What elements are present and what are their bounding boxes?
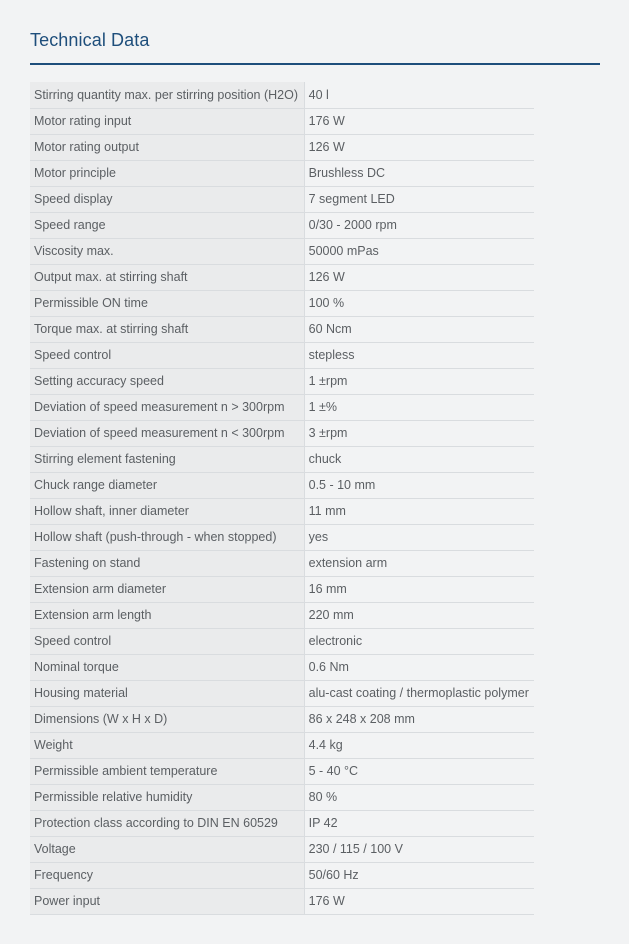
table-row bbox=[30, 446, 534, 472]
table-row bbox=[30, 212, 534, 238]
spec-value: 5 - 40 °C bbox=[304, 758, 534, 784]
spec-label: Permissible ambient temperature bbox=[30, 758, 304, 784]
spec-label: Fastening on stand bbox=[30, 550, 304, 576]
table-row bbox=[30, 238, 534, 264]
table-row bbox=[30, 706, 534, 732]
section-title: Technical Data bbox=[30, 30, 150, 50]
spec-label: Speed control bbox=[30, 342, 304, 368]
spec-label: Dimensions (W x H x D) bbox=[30, 706, 304, 732]
spec-value: 0.5 - 10 mm bbox=[304, 472, 534, 498]
table-row bbox=[30, 628, 534, 654]
spec-label: Protection class according to DIN EN 60529 bbox=[30, 810, 304, 836]
spec-value: 40 l bbox=[304, 82, 534, 108]
spec-label: Deviation of speed measurement n > 300rpm bbox=[30, 394, 304, 420]
spec-value: 126 W bbox=[304, 134, 534, 160]
spec-label: Torque max. at stirring shaft bbox=[30, 316, 304, 342]
spec-value: stepless bbox=[304, 342, 534, 368]
table-row bbox=[30, 368, 534, 394]
spec-label: Permissible ON time bbox=[30, 290, 304, 316]
spec-label: Hollow shaft, inner diameter bbox=[30, 498, 304, 524]
spec-label: Motor rating input bbox=[30, 108, 304, 134]
table-row bbox=[30, 472, 534, 498]
spec-label: Frequency bbox=[30, 862, 304, 888]
spec-value: 80 % bbox=[304, 784, 534, 810]
spec-value: 50/60 Hz bbox=[304, 862, 534, 888]
table-row bbox=[30, 342, 534, 368]
spec-label: Motor principle bbox=[30, 160, 304, 186]
table-row bbox=[30, 160, 534, 186]
table-row bbox=[30, 576, 534, 602]
spec-label: Hollow shaft (push-through - when stopped) bbox=[30, 524, 304, 550]
technical-data-table-body bbox=[30, 82, 534, 914]
spec-value: 126 W bbox=[304, 264, 534, 290]
spec-value: 16 mm bbox=[304, 576, 534, 602]
spec-label: Motor rating output bbox=[30, 134, 304, 160]
table-row bbox=[30, 550, 534, 576]
spec-value: 3 ±rpm bbox=[304, 420, 534, 446]
spec-value: 60 Ncm bbox=[304, 316, 534, 342]
spec-value: 1 ±rpm bbox=[304, 368, 534, 394]
table-row bbox=[30, 602, 534, 628]
technical-data-table bbox=[30, 82, 534, 915]
spec-value: 0/30 - 2000 rpm bbox=[304, 212, 534, 238]
table-row bbox=[30, 524, 534, 550]
spec-value: yes bbox=[304, 524, 534, 550]
table-row bbox=[30, 290, 534, 316]
table-row bbox=[30, 420, 534, 446]
spec-label: Housing material bbox=[30, 680, 304, 706]
table-row bbox=[30, 862, 534, 888]
spec-value: extension arm bbox=[304, 550, 534, 576]
spec-label: Output max. at stirring shaft bbox=[30, 264, 304, 290]
table-row bbox=[30, 186, 534, 212]
table-row bbox=[30, 836, 534, 862]
table-row bbox=[30, 680, 534, 706]
spec-label: Speed control bbox=[30, 628, 304, 654]
spec-label: Setting accuracy speed bbox=[30, 368, 304, 394]
spec-value: chuck bbox=[304, 446, 534, 472]
table-row bbox=[30, 264, 534, 290]
spec-label: Chuck range diameter bbox=[30, 472, 304, 498]
table-row bbox=[30, 134, 534, 160]
spec-value: 100 % bbox=[304, 290, 534, 316]
spec-value: 7 segment LED bbox=[304, 186, 534, 212]
table-row bbox=[30, 810, 534, 836]
spec-label: Voltage bbox=[30, 836, 304, 862]
spec-value: alu-cast coating / thermoplastic polymer bbox=[304, 680, 534, 706]
spec-label: Stirring element fastening bbox=[30, 446, 304, 472]
table-row bbox=[30, 888, 534, 914]
spec-label: Extension arm length bbox=[30, 602, 304, 628]
spec-label: Speed range bbox=[30, 212, 304, 238]
spec-label: Viscosity max. bbox=[30, 238, 304, 264]
spec-label: Stirring quantity max. per stirring position (H2O) bbox=[30, 82, 304, 108]
spec-value: Brushless DC bbox=[304, 160, 534, 186]
spec-label: Power input bbox=[30, 888, 304, 914]
spec-label: Deviation of speed measurement n < 300rpm bbox=[30, 420, 304, 446]
spec-value: 86 x 248 x 208 mm bbox=[304, 706, 534, 732]
title-divider bbox=[30, 63, 600, 65]
spec-label: Permissible relative humidity bbox=[30, 784, 304, 810]
spec-label: Extension arm diameter bbox=[30, 576, 304, 602]
spec-value: 176 W bbox=[304, 108, 534, 134]
spec-label: Nominal torque bbox=[30, 654, 304, 680]
table-row bbox=[30, 758, 534, 784]
table-row bbox=[30, 732, 534, 758]
table-row bbox=[30, 394, 534, 420]
spec-value: IP 42 bbox=[304, 810, 534, 836]
spec-value: 11 mm bbox=[304, 498, 534, 524]
spec-label: Weight bbox=[30, 732, 304, 758]
spec-label: Speed display bbox=[30, 186, 304, 212]
spec-value: 230 / 115 / 100 V bbox=[304, 836, 534, 862]
table-row bbox=[30, 654, 534, 680]
spec-value: 50000 mPas bbox=[304, 238, 534, 264]
spec-value: electronic bbox=[304, 628, 534, 654]
spec-value: 1 ±% bbox=[304, 394, 534, 420]
table-row bbox=[30, 82, 534, 108]
spec-value: 0.6 Nm bbox=[304, 654, 534, 680]
spec-value: 220 mm bbox=[304, 602, 534, 628]
table-row bbox=[30, 784, 534, 810]
spec-value: 4.4 kg bbox=[304, 732, 534, 758]
table-row bbox=[30, 108, 534, 134]
table-row bbox=[30, 498, 534, 524]
technical-data-panel bbox=[4, 4, 625, 940]
spec-value: 176 W bbox=[304, 888, 534, 914]
table-row bbox=[30, 316, 534, 342]
